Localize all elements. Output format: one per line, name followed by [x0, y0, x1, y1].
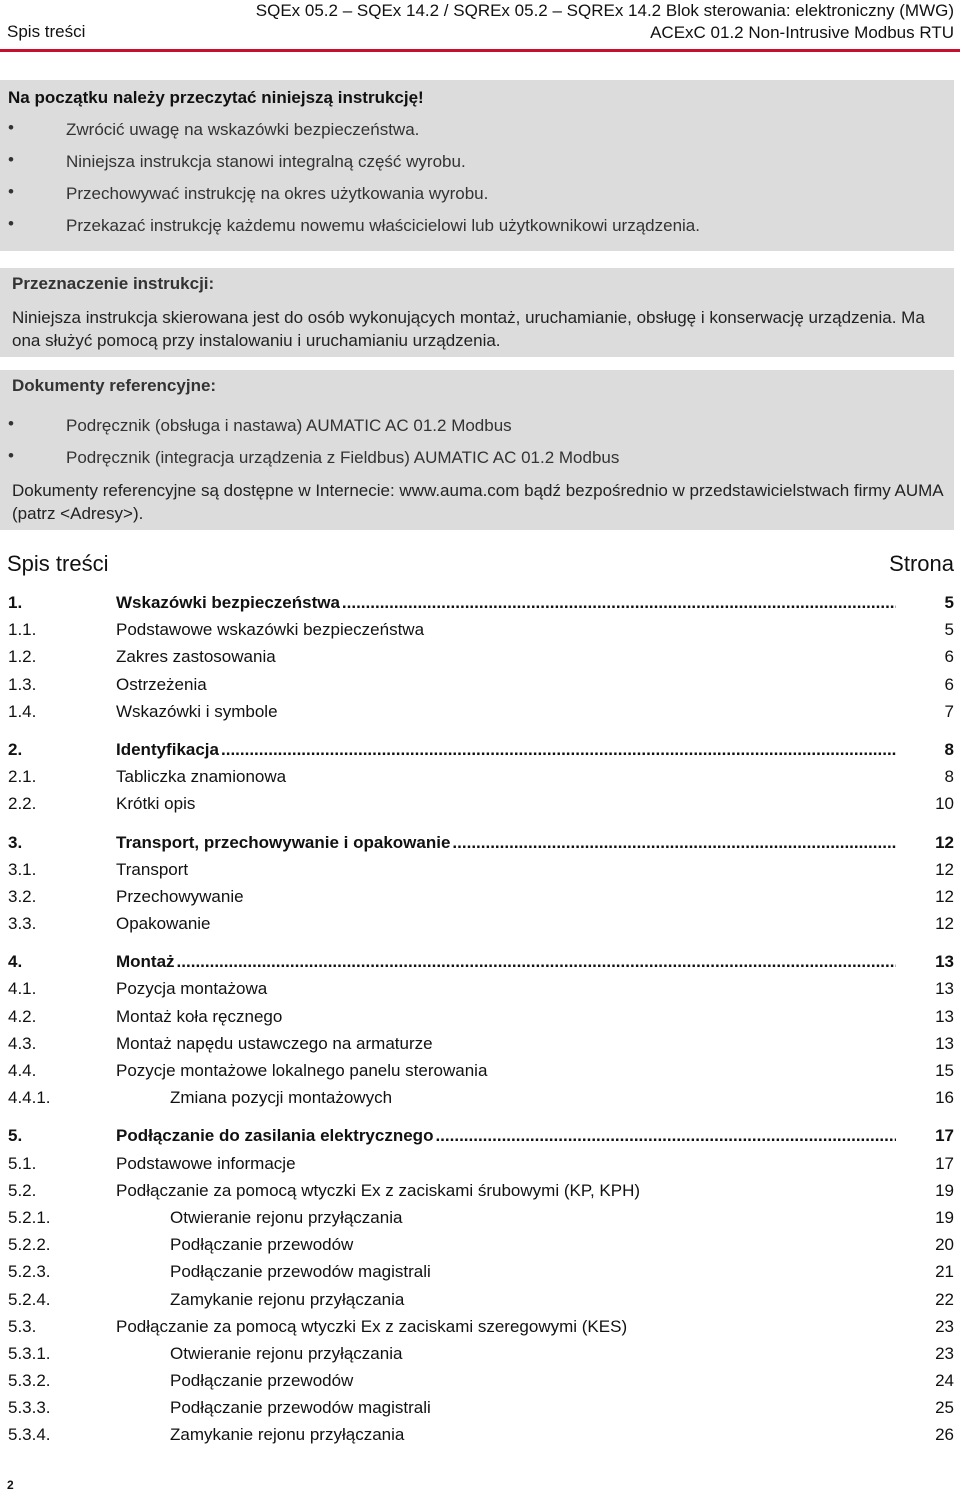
- toc-entry-title[interactable]: Pozycja montażowa: [116, 979, 268, 999]
- toc-heading: Spis treści: [7, 551, 109, 576]
- toc-entry-page: 12: [935, 886, 954, 906]
- toc-entry-title[interactable]: Transport, przechowywanie i opakowanie: [116, 832, 451, 852]
- toc-entry-number: 2.2.: [8, 794, 37, 814]
- toc-entry-title[interactable]: Podstawowe informacje: [116, 1153, 296, 1173]
- toc-row[interactable]: [0, 1205, 960, 1232]
- toc-entry-title[interactable]: Podłączanie przewodów: [170, 1235, 354, 1255]
- notice-title: Na początku należy przeczytać niniejszą instrukcję!: [8, 88, 424, 107]
- toc-entry-number: 5.3.1.: [8, 1343, 51, 1363]
- toc-entry-page: 21: [935, 1262, 954, 1282]
- toc-spacer: [0, 726, 960, 737]
- toc-entry-number: 3.: [8, 832, 23, 852]
- toc-row[interactable]: [0, 830, 960, 857]
- toc-row[interactable]: [0, 976, 960, 1003]
- toc-entry-page: 6: [944, 647, 954, 667]
- header-section-label: Spis treści: [7, 22, 86, 41]
- toc-entry-number: 5.2.: [8, 1180, 37, 1200]
- toc-entry-page: 13: [935, 979, 954, 999]
- toc-entry-number: 5.2.1.: [8, 1207, 51, 1227]
- toc-row[interactable]: [0, 1341, 960, 1368]
- toc-entry-page: 24: [935, 1371, 954, 1391]
- toc-entry-title[interactable]: Wskazówki bezpieczeństwa: [116, 593, 340, 612]
- toc-entry-number: 1.: [8, 593, 23, 612]
- toc-row[interactable]: [0, 590, 960, 617]
- header-title-line-1: SQEx 05.2 – SQEx 14.2 / SQREx 05.2 – SQREx 14.2 Blok sterowania: elektroniczny (MWG): [255, 1, 954, 20]
- toc-entry-title[interactable]: Zamykanie rejonu przyłączania: [170, 1289, 405, 1309]
- toc-entry-number: 5.3.4.: [8, 1425, 51, 1445]
- toc-entry-number: 2.: [8, 739, 23, 759]
- toc-entry-page: 5: [944, 620, 954, 640]
- references-box: Dokumenty referencyjne: • Podręcznik (obsługa i nastawa) AUMATIC AC 01.2 Modbus • Podręcznik (integracja urządzenia z Fieldbus) AUMATIC AC 01.2 Modbus Dokumenty referencyjne są dostępne w Internecie: www.auma.com bądź bezpośrednio w przedstawicielstwach firmy AUMA (patrz <Adresy>).: [0, 370, 954, 530]
- toc-entry-title[interactable]: Otwieranie rejonu przyłączania: [170, 1207, 403, 1227]
- toc-entry-page: 19: [935, 1180, 954, 1200]
- toc-row[interactable]: [0, 764, 960, 791]
- toc-entry-number: 1.3.: [8, 674, 37, 694]
- toc-entry-title[interactable]: Otwieranie rejonu przyłączania: [170, 1343, 403, 1363]
- toc-entry-number: 5.: [8, 1126, 23, 1146]
- toc-entry-number: 5.3.3.: [8, 1398, 51, 1418]
- toc-row[interactable]: [0, 949, 960, 976]
- toc-entry-page: 13: [935, 1033, 954, 1053]
- toc-entry-title[interactable]: Podłączanie za pomocą wtyczki Ex z zaciskami szeregowymi (KES): [116, 1316, 628, 1336]
- toc-row[interactable]: [0, 1031, 960, 1058]
- toc-entry-title[interactable]: Pozycje montażowe lokalnego panelu sterowania: [116, 1061, 488, 1080]
- toc-entry-number: 4.4.1.: [8, 1088, 51, 1108]
- toc-row[interactable]: [0, 1178, 960, 1205]
- toc-entry-page: 12: [935, 914, 954, 934]
- bullet-icon: •: [8, 414, 14, 433]
- toc-entry-title[interactable]: Podłączanie przewodów: [170, 1371, 354, 1391]
- toc-row[interactable]: [0, 699, 960, 726]
- toc-row[interactable]: [0, 1123, 960, 1150]
- purpose-box: [0, 268, 954, 357]
- table-of-contents: [0, 590, 960, 1450]
- toc-entry-title[interactable]: Podstawowe wskazówki bezpieczeństwa: [116, 620, 425, 640]
- toc-row[interactable]: [0, 1085, 960, 1112]
- toc-entry-title[interactable]: Ostrzeżenia: [116, 674, 207, 694]
- toc-entry-title[interactable]: Opakowanie: [116, 914, 211, 934]
- bullet-icon: •: [8, 118, 14, 137]
- toc-entry-title[interactable]: Montaż koła ręcznego: [116, 1006, 283, 1026]
- toc-entry-title[interactable]: Zakres zastosowania: [116, 647, 276, 667]
- toc-row[interactable]: [0, 737, 960, 764]
- header-divider: [0, 49, 960, 52]
- toc-entry-number: 5.2.4.: [8, 1289, 51, 1309]
- toc-entry-number: 5.2.2.: [8, 1235, 51, 1255]
- toc-entry-number: 2.1.: [8, 767, 37, 787]
- toc-entry-title[interactable]: Zamykanie rejonu przyłączania: [170, 1425, 405, 1445]
- toc-entry-title[interactable]: Podłączanie za pomocą wtyczki Ex z zaciskami śrubowymi (KP, KPH): [116, 1180, 641, 1200]
- bullet-icon: •: [8, 182, 14, 201]
- bullet-icon: •: [8, 150, 14, 169]
- toc-entry-number: 5.3.: [8, 1316, 37, 1336]
- toc-entry-title[interactable]: Montaż: [116, 952, 175, 972]
- toc-entry-title[interactable]: Przechowywanie: [116, 886, 244, 906]
- toc-entry-page: 8: [944, 767, 954, 787]
- toc-row[interactable]: [0, 1287, 960, 1314]
- toc-entry-title[interactable]: Tabliczka znamionowa: [116, 767, 287, 787]
- toc-entry-title[interactable]: Montaż napędu ustawczego na armaturze: [116, 1033, 433, 1053]
- toc-leader-dots: [116, 740, 896, 760]
- toc-page-heading: Strona: [889, 551, 954, 576]
- toc-entry-page: 26: [935, 1425, 954, 1445]
- toc-row[interactable]: [0, 1232, 960, 1259]
- toc-row[interactable]: [0, 1395, 960, 1422]
- toc-row[interactable]: [0, 1151, 960, 1178]
- toc-entry-number: 4.2.: [8, 1006, 37, 1026]
- toc-row[interactable]: [0, 644, 960, 671]
- toc-entry-page: 8: [944, 739, 954, 759]
- toc-entry-page: 15: [935, 1061, 954, 1080]
- toc-entry-title[interactable]: Podłączanie przewodów magistrali: [170, 1262, 431, 1282]
- toc-entry-page: 23: [935, 1343, 954, 1363]
- page-number: 2: [7, 1478, 14, 1492]
- toc-leader-dots: [116, 1126, 896, 1146]
- toc-entry-page: 12: [935, 859, 954, 879]
- toc-row[interactable]: [0, 911, 960, 938]
- bullet-icon: •: [8, 214, 14, 233]
- references-title: Dokumenty referencyjne:: [12, 376, 217, 395]
- references-note: Dokumenty referencyjne są dostępne w Internecie: www.auma.com bądź bezpośrednio w przedstawicielstwach firmy AUMA (patrz <Adresy>).: [12, 481, 943, 523]
- toc-entry-number: 3.1.: [8, 859, 37, 879]
- toc-entry-page: 23: [935, 1316, 954, 1336]
- toc-row[interactable]: [0, 1368, 960, 1395]
- toc-row[interactable]: [0, 672, 960, 699]
- toc-entry-number: 3.3.: [8, 914, 37, 934]
- toc-entry-title[interactable]: Podłączanie przewodów magistrali: [170, 1398, 431, 1418]
- toc-entry-page: 20: [935, 1235, 954, 1255]
- toc-row[interactable]: [0, 884, 960, 911]
- notice-box: Na początku należy przeczytać niniejszą instrukcję! • Zwrócić uwagę na wskazówki bezpieczeństwa. • Niniejsza instrukcja stanowi integralną część wyrobu. • Przechowywać instrukcję na okres użytkowania wyrobu. • Przekazać instrukcję każdemu nowemu właścicielowi lub użytkownikowi urządzenia.: [0, 80, 954, 251]
- toc-spacer: [0, 819, 960, 830]
- header-document-title: [256, 0, 954, 44]
- toc-entry-number: 4.3.: [8, 1033, 37, 1053]
- toc-entry-title[interactable]: Transport: [116, 859, 189, 879]
- toc-entry-page: 17: [935, 1126, 954, 1146]
- toc-entry-page: 5: [944, 593, 954, 612]
- toc-leader-dots: [116, 593, 896, 613]
- toc-entry-number: 5.3.2.: [8, 1371, 51, 1391]
- toc-entry-page: 16: [935, 1088, 954, 1108]
- header-title-line-2: ACExC 01.2 Non-Intrusive Modbus RTU: [650, 23, 954, 42]
- toc-entry-title[interactable]: Identyfikacja: [116, 739, 219, 759]
- toc-entry-page: 25: [935, 1398, 954, 1418]
- toc-row[interactable]: [0, 857, 960, 884]
- toc-row[interactable]: [0, 1004, 960, 1031]
- purpose-text: Niniejsza instrukcja skierowana jest do osób wykonujących montaż, uruchamianie, obsługę i konserwację urządzenia. Ma ona służyć pomocą przy instalowaniu i uruchamianiu urządzenia.: [12, 308, 925, 350]
- toc-entry-page: 12: [935, 832, 954, 852]
- toc-entry-number: 4.1.: [8, 979, 37, 999]
- toc-entry-title[interactable]: Wskazówki i symbole: [116, 701, 278, 721]
- toc-entry-title[interactable]: Krótki opis: [116, 794, 196, 814]
- toc-row[interactable]: [0, 1259, 960, 1286]
- bullet-icon: •: [8, 446, 14, 465]
- toc-spacer: [0, 1112, 960, 1123]
- toc-entry-number: 1.2.: [8, 647, 37, 667]
- toc-row[interactable]: [0, 617, 960, 644]
- toc-entry-number: 1.1.: [8, 620, 37, 640]
- toc-leader-dots: [116, 833, 896, 853]
- toc-entry-page: 22: [935, 1289, 954, 1309]
- toc-entry-page: 13: [935, 952, 954, 972]
- toc-entry-number: 1.4.: [8, 701, 37, 721]
- toc-entry-page: 7: [944, 701, 954, 721]
- toc-entry-number: 4.: [8, 952, 23, 972]
- toc-spacer: [0, 938, 960, 949]
- toc-entry-number: 4.4.: [8, 1061, 37, 1080]
- toc-entry-page: 17: [935, 1153, 954, 1173]
- toc-entry-title[interactable]: Podłączanie do zasilania elektrycznego: [116, 1126, 434, 1146]
- toc-entry-page: 10: [935, 794, 954, 814]
- toc-entry-number: 5.2.3.: [8, 1262, 51, 1282]
- toc-row[interactable]: [0, 1422, 960, 1449]
- toc-entry-number: 5.1.: [8, 1153, 37, 1173]
- toc-row[interactable]: [0, 791, 960, 818]
- purpose-title: Przeznaczenie instrukcji:: [12, 274, 215, 293]
- toc-row[interactable]: [0, 1314, 960, 1341]
- toc-entry-title[interactable]: Zmiana pozycji montażowych: [170, 1088, 393, 1108]
- toc-entry-page: 13: [935, 1006, 954, 1026]
- toc-entry-page: 6: [944, 674, 954, 694]
- toc-entry-number: 3.2.: [8, 886, 37, 906]
- toc-leader-dots: [116, 952, 896, 972]
- toc-entry-page: 19: [935, 1207, 954, 1227]
- toc-row[interactable]: [0, 1058, 960, 1085]
